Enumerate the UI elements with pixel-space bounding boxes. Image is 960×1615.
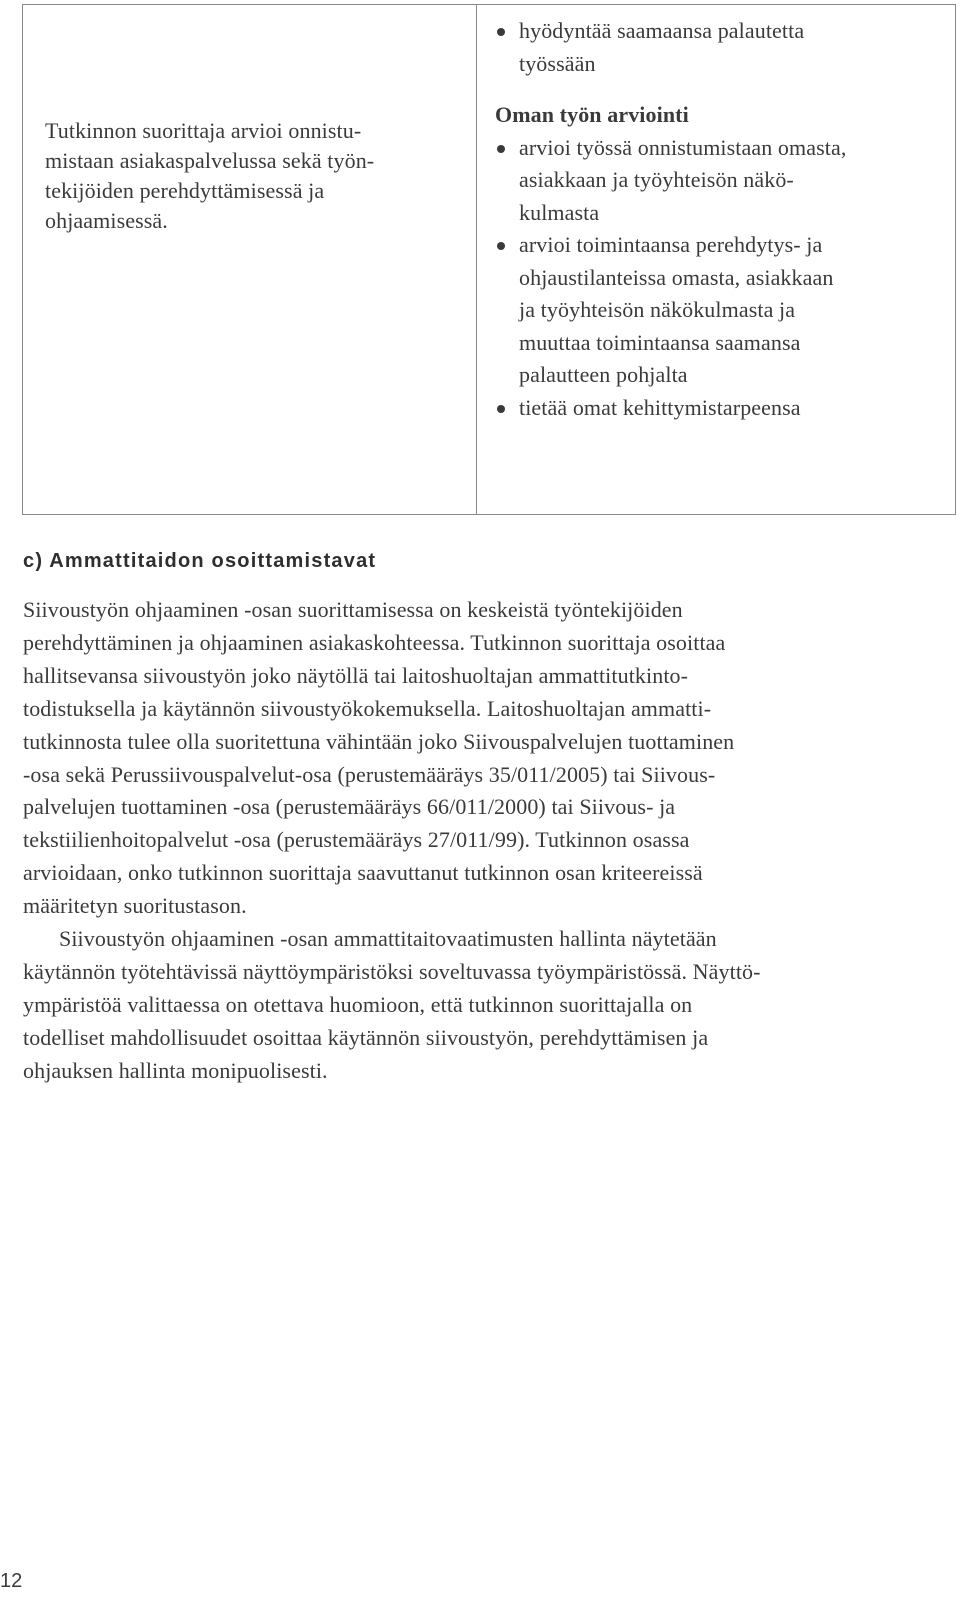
bullet-item — [495, 229, 941, 392]
page-number: 12 — [0, 1570, 23, 1592]
paragraph-line: arvioidaan, onko tutkinnon suorittaja saavuttanut tutkinnon osan kriteereissä — [23, 860, 703, 886]
body-text — [23, 594, 943, 1088]
paragraph-line: -osa sekä Perussiivouspalvelut-osa (perustemääräys 35/011/2005) tai Siivous- — [23, 761, 716, 787]
paragraph-line: tekstiilienhoitopalvelut -osa (perustemääräys 27/011/99). Tutkinnon osassa — [23, 827, 690, 853]
paragraph-2 — [23, 923, 943, 1088]
bullet-text-line: palautteen pohjalta — [519, 362, 688, 387]
criteria-column-left — [23, 5, 477, 514]
bullet-text-line: tietää omat kehittymistarpeensa — [519, 394, 801, 420]
bullet-text-line: ja työyhteisön näkökulmasta ja — [519, 297, 796, 322]
bullet-text-line: hyödyntää saamaansa palautetta — [519, 18, 805, 43]
bullet-text-line: työssään — [519, 50, 596, 76]
paragraph-line: ohjauksen hallinta monipuolisesti. — [23, 1057, 328, 1083]
paragraph-line: käytännön työtehtävissä näyttöympäristöksi soveltuvassa työympäristössä. Näyttö- — [23, 958, 761, 984]
paragraph-line: todistuksella ja käytännön siivoustyökokemuksella. Laitoshuoltajan ammatti- — [23, 695, 712, 721]
paragraph-line: palvelujen tuottaminen -osa (perustemääräys 66/011/2000) tai Siivous- ja — [23, 794, 676, 820]
criteria-table — [22, 4, 956, 515]
paragraph-line: hallitsevansa siivoustyön joko näytöllä tai laitoshuoltajan ammattitutkinto- — [23, 662, 689, 688]
bullet-text-line: arvioi toimintaansa perehdytys- ja — [519, 232, 823, 257]
criteria-text-line: tekijöiden perehdyttämisessä ja — [45, 178, 325, 203]
subheading: Oman työn arviointi — [495, 102, 689, 127]
paragraph-line: Siivoustyön ohjaaminen -osan suorittamisessa on keskeistä työntekijöiden — [23, 597, 683, 622]
paragraph-line: määritetyn suoritustason. — [23, 893, 247, 919]
paragraph-line: tutkinnosta tulee olla suoritettuna vähintään joko Siivouspalvelujen tuottaminen — [23, 728, 735, 754]
bullet-text-line: asiakkaan ja työyhteisön näkö- — [519, 167, 794, 192]
criteria-text-line: Tutkinnon suorittaja arvioi onnistu- — [45, 118, 362, 143]
bullet-text-line: arvioi työssä onnistumistaan omasta, — [519, 134, 847, 160]
bullet-item — [495, 15, 941, 80]
bullet-text-line: ohjaustilanteissa omasta, asiakkaan — [519, 264, 834, 290]
paragraph-line: perehdyttäminen ja ohjaaminen asiakaskohteessa. Tutkinnon suorittaja osoittaa — [23, 629, 726, 655]
paragraph-line: ympäristöä valittaessa on otettava huomioon, että tutkinnon suorittajalla on — [23, 991, 693, 1017]
paragraph-line: Siivoustyön ohjaaminen -osan ammattitaitovaatimusten hallinta näytetään — [59, 926, 717, 952]
bullet-text-line: muuttaa toimintaansa saamansa — [519, 329, 801, 355]
bullet-item — [495, 132, 941, 230]
paragraph-1 — [23, 594, 943, 923]
criteria-text-line: ohjaamisessä. — [45, 208, 168, 233]
criteria-text-line: mistaan asiakaspalvelussa sekä työn- — [45, 148, 375, 173]
criteria-column-right — [477, 5, 955, 514]
bullet-item — [495, 392, 941, 425]
paragraph-line: todelliset mahdollisuudet osoittaa käytännön siivoustyön, perehdyttämisen ja — [23, 1024, 709, 1050]
section-heading: c) Ammattitaidon osoittamistavat — [23, 550, 377, 572]
bullet-text-line: kulmasta — [519, 199, 600, 225]
